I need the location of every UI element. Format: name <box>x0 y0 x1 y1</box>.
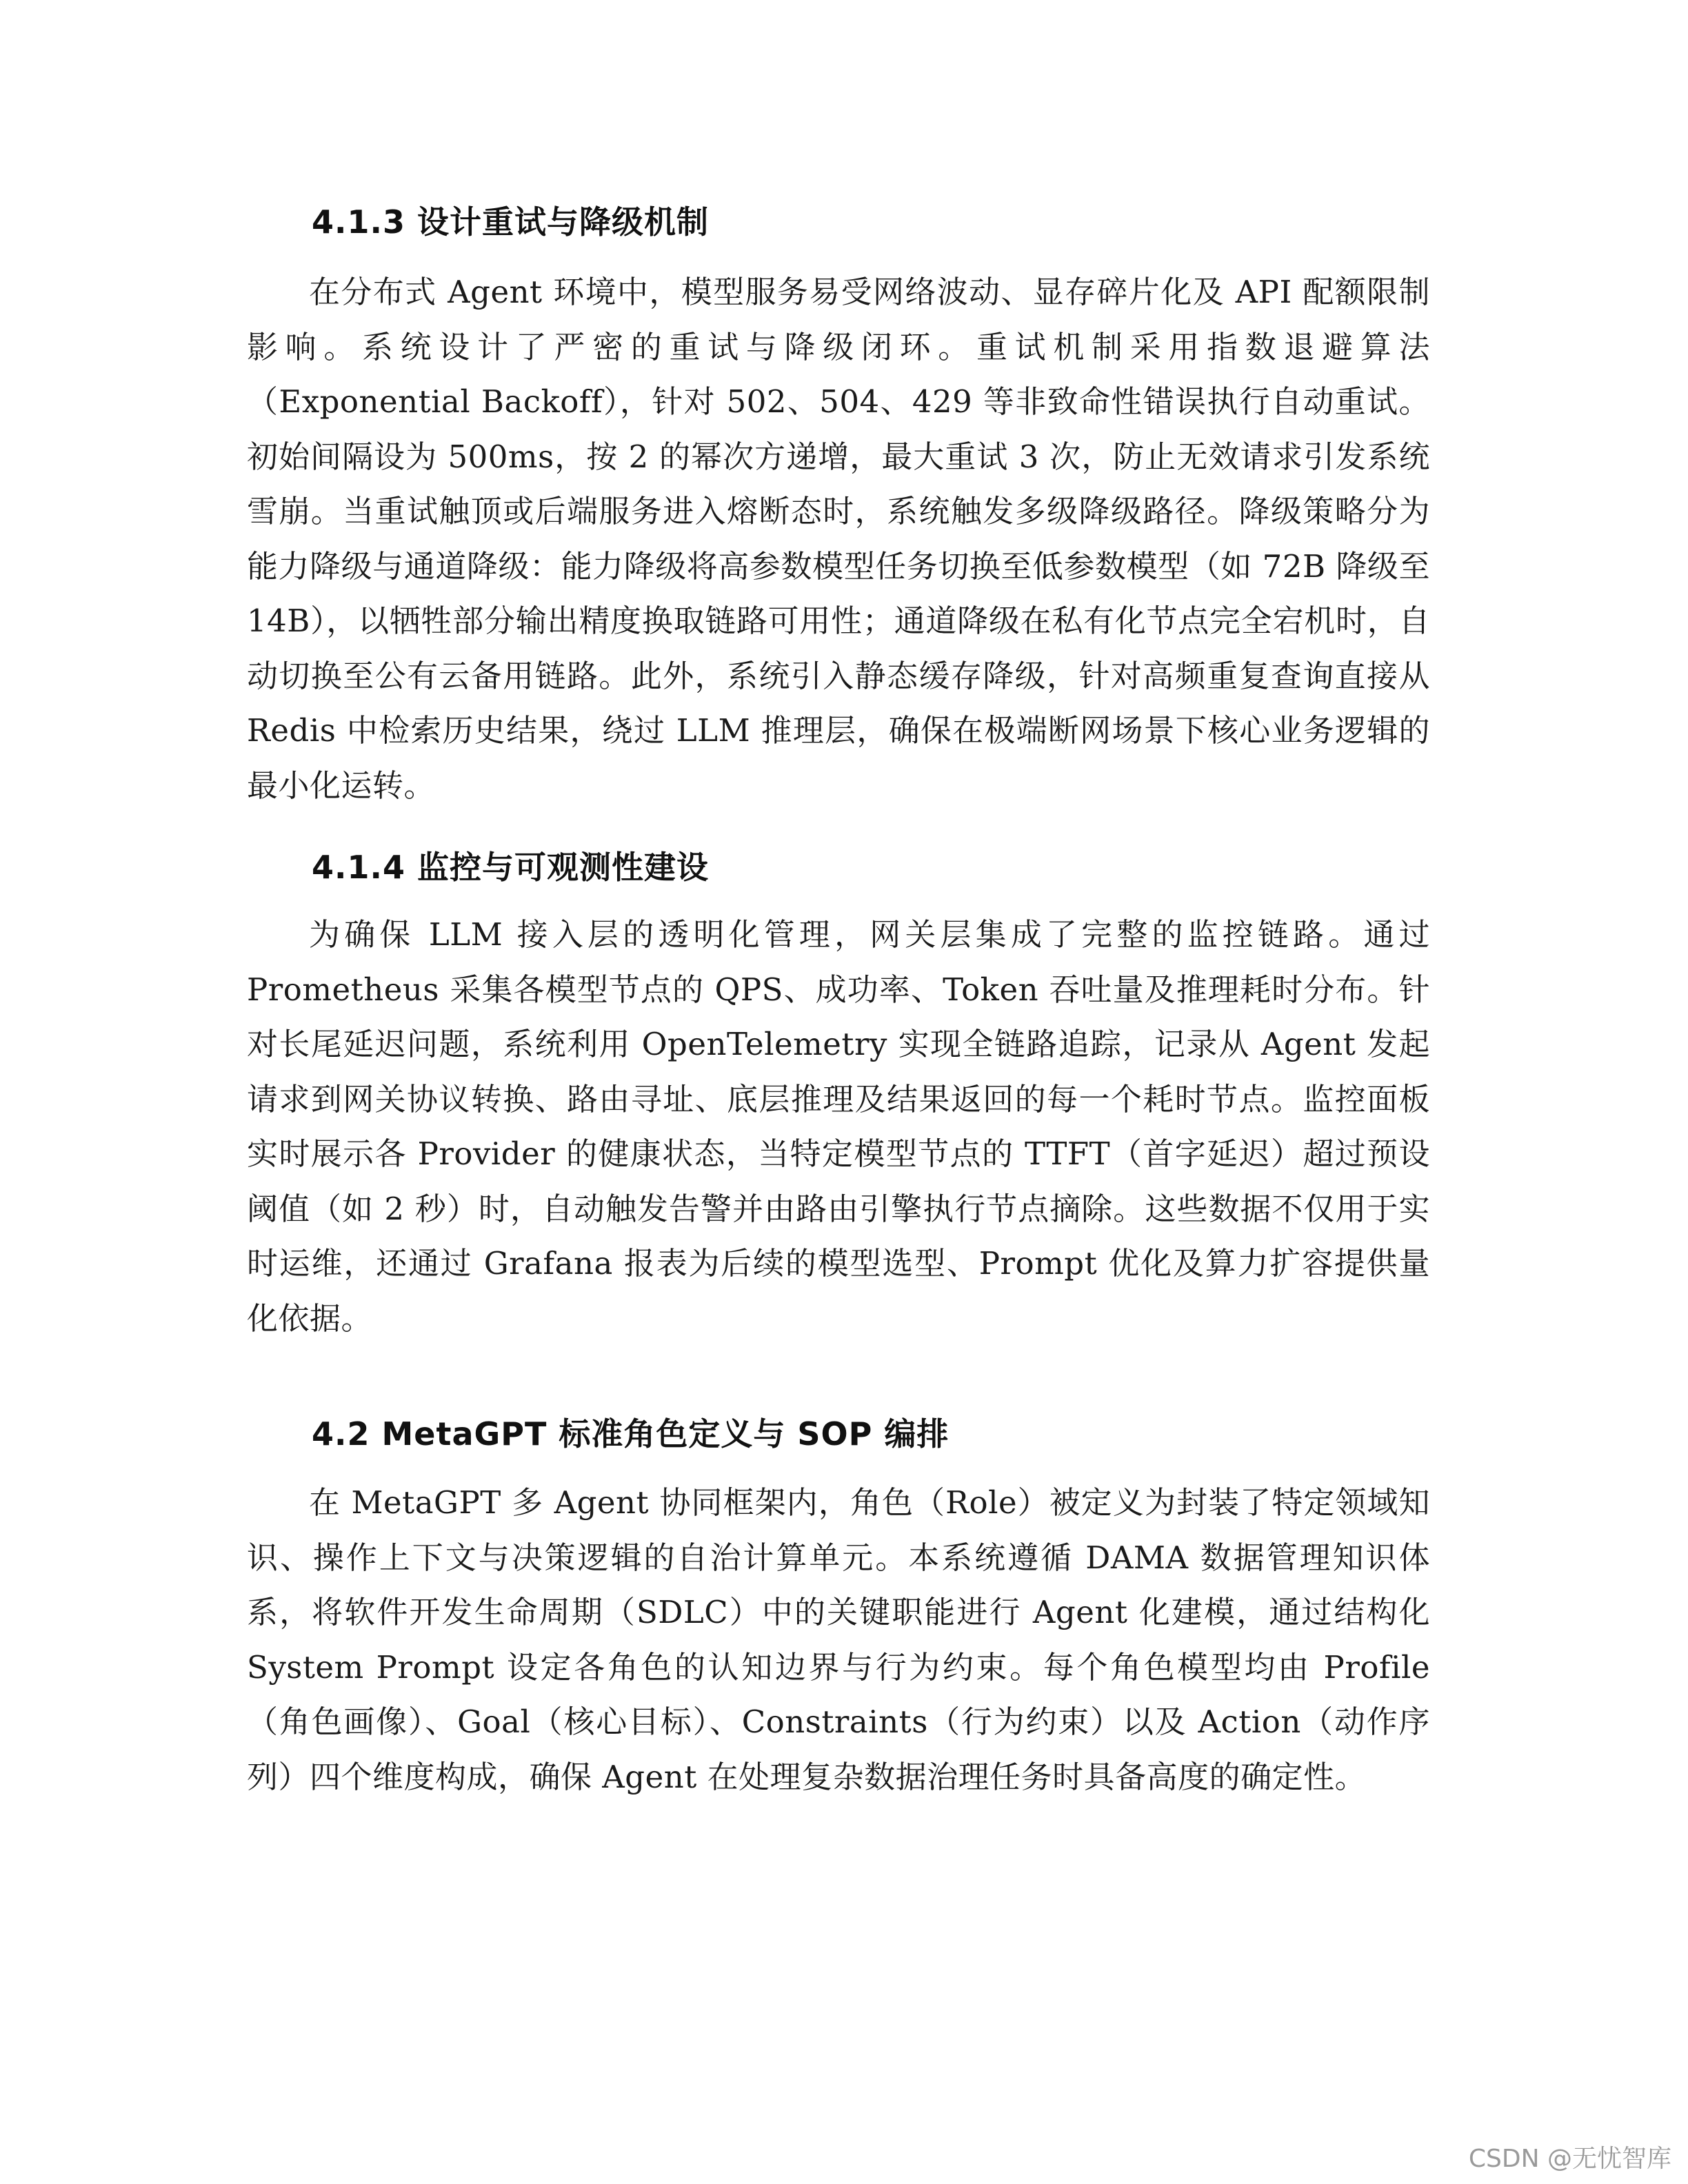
section-body-4-1-3: 在分布式 Agent 环境中，模型服务易受网络波动、显存碎片化及 API 配额限制影响。系统设计了严密的重试与降级闭环。重试机制采用指数退避算法（Exponential Backoff），针对 502、504、429 等非致命性错误执行自动重试。初始间隔设为 500ms，按 2 的幂次方递增，最大重试 3 次，防止无效请求引发系统雪崩。当重试触顶或后端服务进入熔断态时，系统触发多级降级路径。降级策略分为能力降级与通道降级：能力降级将高参数模型任务切换至低参数模型（如 72B 降级至 14B），以牺牲部分输出精度换取链路可用性；通道降级在私有化节点完全宕机时，自动切换至公有云备用链路。此外，系统引入静态缓存降级，针对高频重复查询直接从 Redis 中检索历史结果，绕过 LLM 推理层，确保在极端断网场景下核心业务逻辑的最小化运转。 <box>247 274 1430 804</box>
section-heading-4-1-4: 4.1.4 监控与可观测性建设 <box>312 849 709 886</box>
section-heading-4-1-3: 4.1.3 设计重试与降级机制 <box>312 203 709 241</box>
section-body-4-2: 在 MetaGPT 多 Agent 协同框架内，角色（Role）被定义为封装了特定领域知识、操作上下文与决策逻辑的自治计算单元。本系统遵循 DAMA 数据管理知识体系，将软件开发生命周期（SDLC）中的关键职能进行 Agent 化建模，通过结构化 System Prompt 设定各角色的认知边界与行为约束。每个角色模型均由 Profile（角色画像）、Goal（核心目标）、Constraints（行为约束）以及 Action（动作序列）四个维度构成，确保 Agent 在处理复杂数据治理任务时具备高度的确定性。 <box>247 1484 1430 1795</box>
section-heading-4-2: 4.2 MetaGPT 标准角色定义与 SOP 编排 <box>312 1415 950 1453</box>
section-body-4-1-4: 为确保 LLM 接入层的透明化管理，网关层集成了完整的监控链路。通过 Prometheus 采集各模型节点的 QPS、成功率、Token 吞吐量及推理耗时分布。针对长尾延迟问题，系统利用 OpenTelemetry 实现全链路追踪，记录从 Agent 发起请求到网关协议转换、路由寻址、底层推理及结果返回的每一个耗时节点。监控面板实时展示各 Provider 的健康状态，当特定模型节点的 TTFT（首字延迟）超过预设阈值（如 2 秒）时，自动触发告警并由路由引擎执行节点摘除。这些数据不仅用于实时运维，还通过 Grafana 报表为后续的模型选型、Prompt 优化及算力扩容提供量化依据。 <box>247 916 1430 1337</box>
csdn-watermark: CSDN @无忧智库 <box>1468 2145 1671 2173</box>
